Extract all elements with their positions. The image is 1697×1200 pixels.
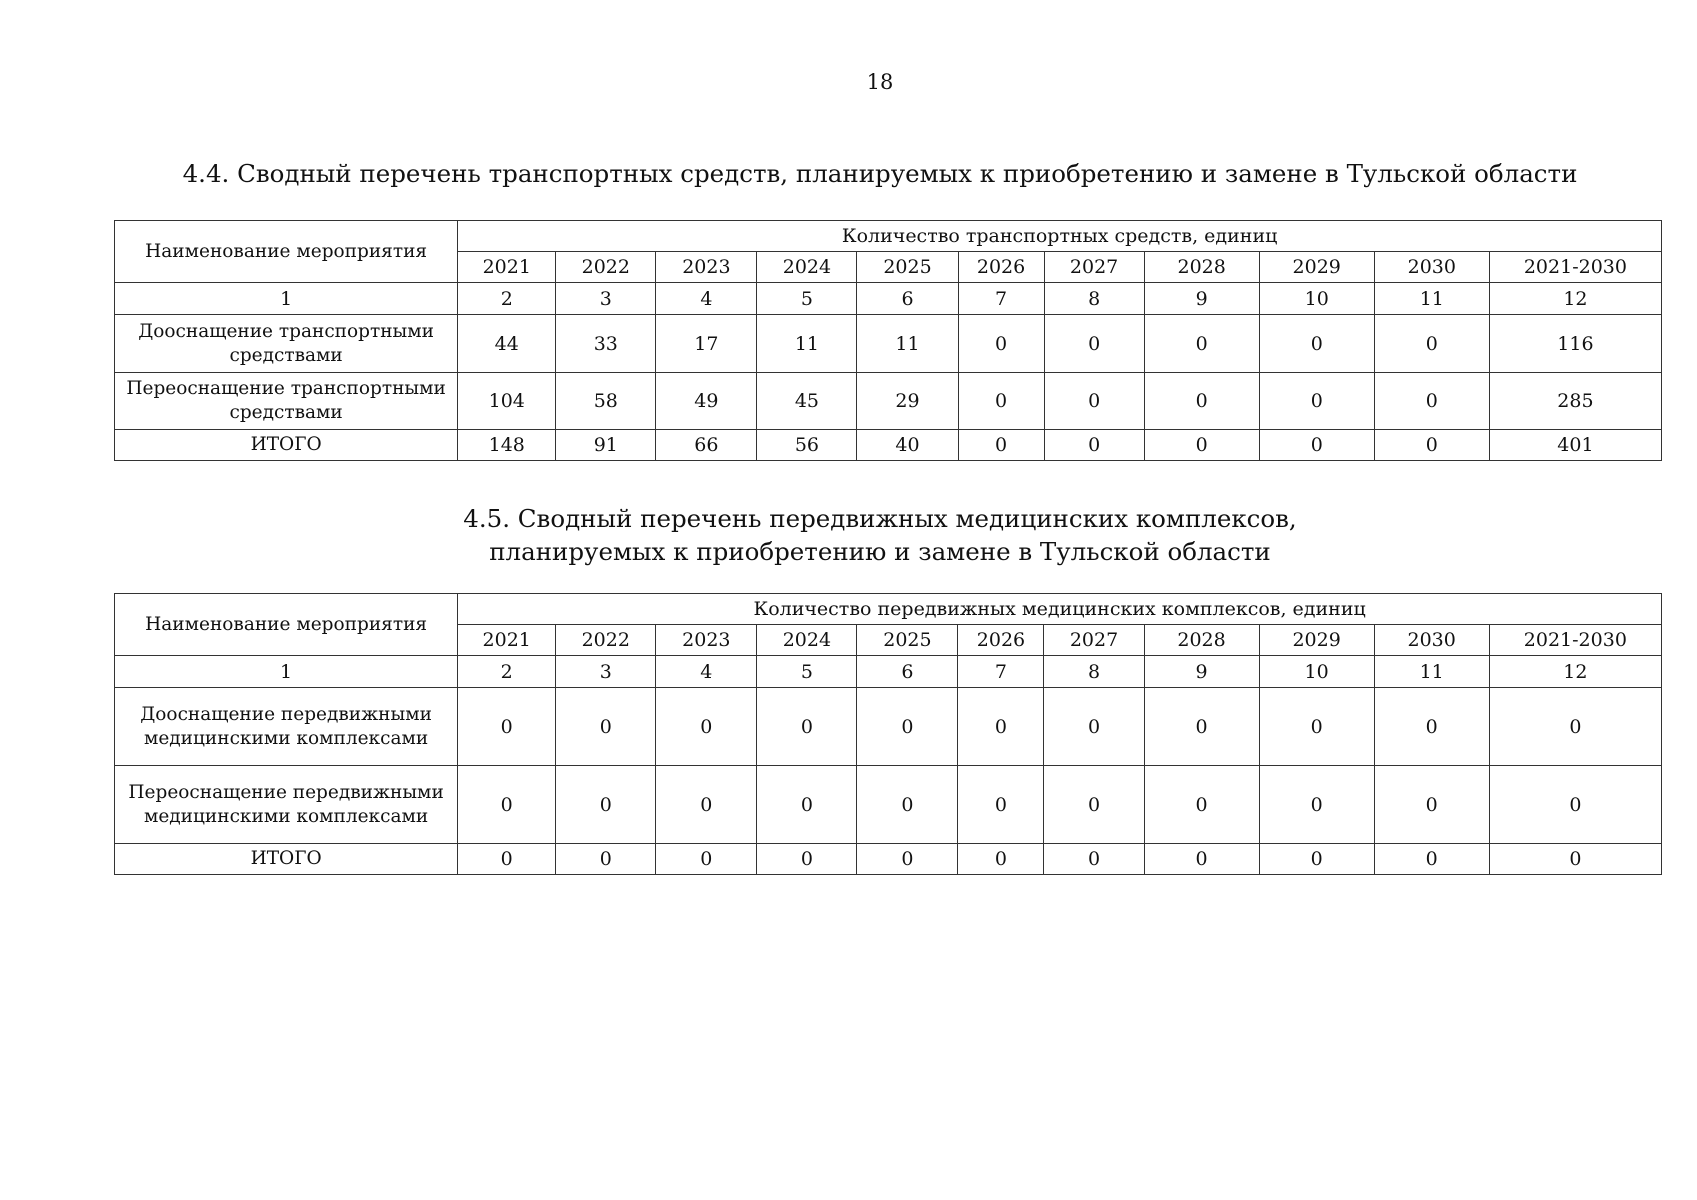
value-cell: 0 — [958, 315, 1044, 373]
year-cell: 2027 — [1044, 625, 1144, 656]
value-cell: 0 — [757, 844, 857, 875]
value-cell: 0 — [1044, 844, 1144, 875]
row-name: Дооснащение транспортными средствами — [115, 315, 458, 373]
col-number-cell: 12 — [1489, 656, 1661, 688]
value-cell: 0 — [458, 688, 556, 766]
col-number-cell: 2 — [458, 283, 556, 315]
header-group: Количество передвижных медицинских комплексов, единиц — [458, 594, 1662, 625]
year-cell: 2025 — [857, 252, 958, 283]
value-cell: 0 — [1374, 844, 1489, 875]
row-name: ИТОГО — [115, 430, 458, 461]
col-number-cell: 6 — [857, 656, 958, 688]
value-cell: 40 — [857, 430, 958, 461]
value-cell: 104 — [458, 373, 556, 430]
col-number-cell: 7 — [958, 656, 1044, 688]
value-cell: 0 — [1259, 844, 1374, 875]
table-row — [115, 373, 1662, 430]
year-cell: 2021 — [458, 252, 556, 283]
row-name: Дооснащение передвижными медицинскими комплексами — [115, 688, 458, 766]
col-number-cell: 1 — [115, 656, 458, 688]
year-cell: 2022 — [556, 252, 656, 283]
value-cell: 0 — [1259, 315, 1374, 373]
transport-table — [114, 220, 1662, 461]
value-cell: 0 — [1044, 688, 1144, 766]
mobile-complex-table — [114, 593, 1662, 875]
year-cell: 2029 — [1259, 625, 1374, 656]
value-cell: 0 — [757, 688, 857, 766]
year-cell: 2021 — [458, 625, 556, 656]
year-cell: 2028 — [1144, 252, 1259, 283]
value-cell: 0 — [1374, 766, 1489, 844]
value-cell: 11 — [757, 315, 857, 373]
col-number-cell: 4 — [656, 283, 757, 315]
section-title-line-2: планируемых к приобретению и замене в Тульской области — [489, 537, 1271, 566]
value-cell: 0 — [857, 688, 958, 766]
col-number-cell: 5 — [757, 656, 857, 688]
value-cell: 0 — [656, 844, 757, 875]
col-number-cell: 8 — [1044, 656, 1144, 688]
value-cell: 0 — [1144, 766, 1259, 844]
value-cell: 0 — [1489, 688, 1661, 766]
year-cell: 2029 — [1259, 252, 1374, 283]
table-row — [115, 688, 1662, 766]
col-number-cell: 9 — [1144, 283, 1259, 315]
column-number-row — [115, 283, 1662, 315]
value-cell: 0 — [1259, 373, 1374, 430]
col-number-cell: 3 — [556, 283, 656, 315]
value-cell: 0 — [958, 844, 1044, 875]
year-cell: 2030 — [1374, 252, 1489, 283]
value-cell: 0 — [1144, 844, 1259, 875]
value-cell: 45 — [757, 373, 857, 430]
value-cell: 0 — [1259, 688, 1374, 766]
value-cell: 0 — [958, 430, 1044, 461]
value-cell: 0 — [857, 766, 958, 844]
year-cell: 2023 — [656, 252, 757, 283]
year-cell: 2028 — [1144, 625, 1259, 656]
value-cell: 0 — [1374, 315, 1489, 373]
value-cell: 401 — [1489, 430, 1661, 461]
value-cell: 0 — [458, 766, 556, 844]
value-cell: 0 — [656, 688, 757, 766]
value-cell: 0 — [556, 766, 656, 844]
value-cell: 0 — [656, 766, 757, 844]
col-number-cell: 11 — [1374, 656, 1489, 688]
year-cell: 2025 — [857, 625, 958, 656]
table-row — [115, 315, 1662, 373]
col-number-cell: 11 — [1374, 283, 1489, 315]
value-cell: 29 — [857, 373, 958, 430]
col-number-cell: 5 — [757, 283, 857, 315]
value-cell: 0 — [458, 844, 556, 875]
col-number-cell: 9 — [1144, 656, 1259, 688]
year-cell: 2024 — [757, 625, 857, 656]
year-cell: 2021-2030 — [1489, 252, 1661, 283]
value-cell: 49 — [656, 373, 757, 430]
year-cell: 2021-2030 — [1489, 625, 1661, 656]
value-cell: 0 — [1374, 430, 1489, 461]
value-cell: 0 — [958, 373, 1044, 430]
year-cell: 2024 — [757, 252, 857, 283]
col-number-cell: 1 — [115, 283, 458, 315]
header-name: Наименование мероприятия — [115, 221, 458, 283]
value-cell: 0 — [1044, 766, 1144, 844]
header-group: Количество транспортных средств, единиц — [458, 221, 1662, 252]
column-number-row — [115, 656, 1662, 688]
col-number-cell: 3 — [556, 656, 656, 688]
year-cell: 2026 — [958, 252, 1044, 283]
value-cell: 148 — [458, 430, 556, 461]
value-cell: 0 — [556, 688, 656, 766]
year-cell: 2022 — [556, 625, 656, 656]
value-cell: 285 — [1489, 373, 1661, 430]
col-number-cell: 10 — [1259, 283, 1374, 315]
row-name: ИТОГО — [115, 844, 458, 875]
value-cell: 91 — [556, 430, 656, 461]
value-cell: 0 — [958, 766, 1044, 844]
table-row — [115, 766, 1662, 844]
value-cell: 17 — [656, 315, 757, 373]
value-cell: 0 — [1144, 373, 1259, 430]
year-cell: 2027 — [1044, 252, 1144, 283]
value-cell: 11 — [857, 315, 958, 373]
value-cell: 0 — [1489, 844, 1661, 875]
section-title-4-5 — [0, 502, 1697, 568]
row-name: Переоснащение транспортными средствами — [115, 373, 458, 430]
value-cell: 0 — [857, 844, 958, 875]
value-cell: 0 — [1144, 315, 1259, 373]
header-row — [115, 221, 1662, 252]
value-cell: 33 — [556, 315, 656, 373]
col-number-cell: 12 — [1489, 283, 1661, 315]
value-cell: 116 — [1489, 315, 1661, 373]
value-cell: 0 — [1044, 315, 1144, 373]
col-number-cell: 6 — [857, 283, 958, 315]
year-cell: 2023 — [656, 625, 757, 656]
value-cell: 0 — [958, 688, 1044, 766]
value-cell: 0 — [1144, 688, 1259, 766]
total-row — [115, 844, 1662, 875]
col-number-cell: 7 — [958, 283, 1044, 315]
year-cell: 2026 — [958, 625, 1044, 656]
section-title-4-4: 4.4. Сводный перечень транспортных средств, планируемых к приобретению и замене в Тульской области — [182, 159, 1578, 188]
col-number-cell: 2 — [458, 656, 556, 688]
value-cell: 0 — [1144, 430, 1259, 461]
value-cell: 66 — [656, 430, 757, 461]
col-number-cell: 8 — [1044, 283, 1144, 315]
value-cell: 0 — [1259, 430, 1374, 461]
section-title-line-1: 4.5. Сводный перечень передвижных медицинских комплексов, — [463, 504, 1297, 533]
col-number-cell: 10 — [1259, 656, 1374, 688]
value-cell: 0 — [1044, 430, 1144, 461]
value-cell: 0 — [757, 766, 857, 844]
header-row — [115, 594, 1662, 625]
value-cell: 0 — [1489, 766, 1661, 844]
year-cell: 2030 — [1374, 625, 1489, 656]
row-name: Переоснащение передвижными медицинскими комплексами — [115, 766, 458, 844]
value-cell: 0 — [556, 844, 656, 875]
value-cell: 44 — [458, 315, 556, 373]
header-name: Наименование мероприятия — [115, 594, 458, 656]
value-cell: 0 — [1259, 766, 1374, 844]
value-cell: 56 — [757, 430, 857, 461]
value-cell: 0 — [1374, 373, 1489, 430]
page-number: 18 — [866, 70, 894, 94]
value-cell: 58 — [556, 373, 656, 430]
total-row — [115, 430, 1662, 461]
col-number-cell: 4 — [656, 656, 757, 688]
value-cell: 0 — [1374, 688, 1489, 766]
value-cell: 0 — [1044, 373, 1144, 430]
